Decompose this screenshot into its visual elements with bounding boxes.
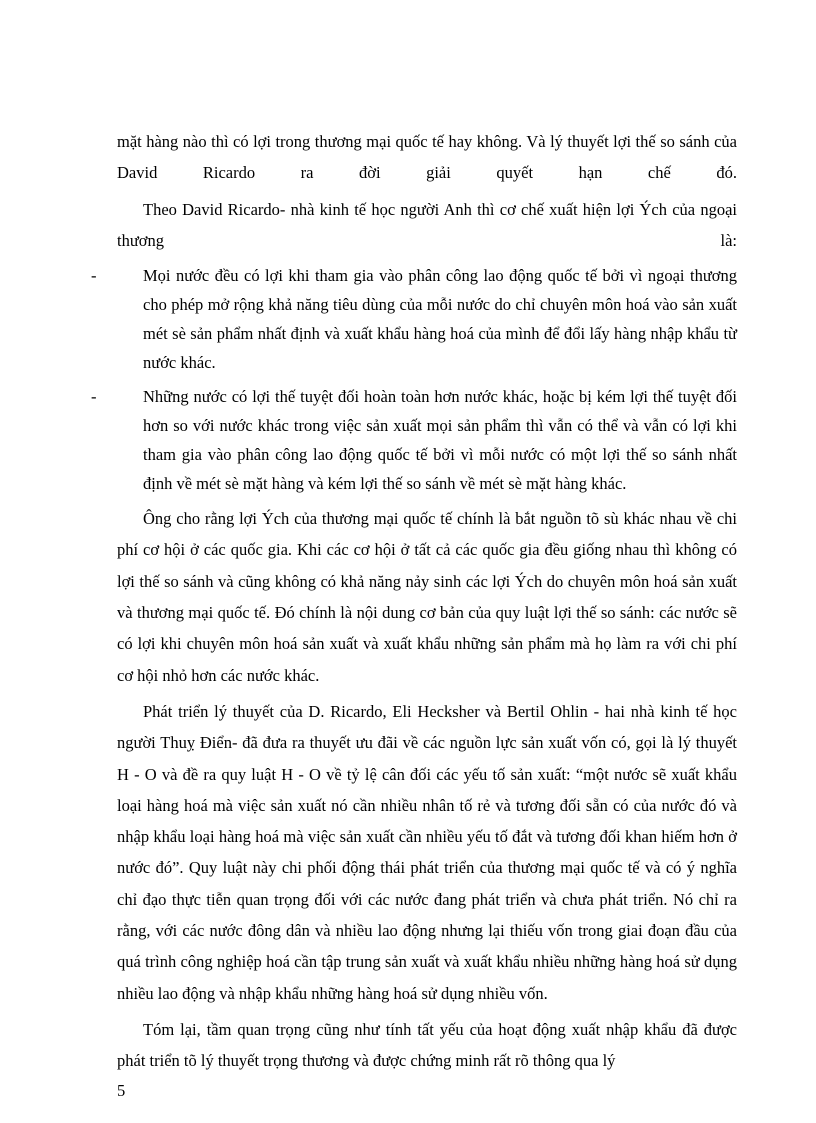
paragraph-summary: Tóm lại, tầm quan trọng cũng như tính tất yếu của hoạt động xuất nhập khẩu đã được phát triển tõ lý thuyết trọng thương và được chứng minh rất rõ thông qua lý <box>117 1019 737 1071</box>
paragraph-ricardo-intro: Theo David Ricardo- nhà kinh tế học người Anh thì cơ chế xuất hiện lợi Ých của ngoại thương là: <box>117 199 737 250</box>
bullet-list <box>91 261 737 498</box>
document-page <box>91 126 737 1082</box>
page-number: 5 <box>117 1081 126 1100</box>
bullet-dash: - <box>91 387 97 407</box>
paragraph-heckscher-ohlin: Phát triển lý thuyết của D. Ricardo, Eli Hecksher và Bertil Ohlin - hai nhà kinh tế học người Thuỵ Điển- đã đưa ra thuyết ưu đãi về các nguồn lực sản xuất vốn có, gọi là lý thuyết H - O và đề ra quy luật H - O về tỷ lệ cân đối các yếu tố sản xuất: “một nước sẽ xuất khẩu loại hàng hoá mà việc sản xuất nó cần nhiều nhân tố rẻ và tương đối sẵn có của nước đó và nhập khẩu loại hàng hoá mà việc sản xuất cần nhiều yếu tố đắt và tương đối khan hiếm hơn ở nước đó”. Quy luật này chi phối động thái phát triển của thương mại quốc tế và có ý nghĩa chỉ đạo thực tiễn quan trọng đối với các nước đang phát triển và chưa phát triển. Nó chỉ ra rằng, với các nước đông dân và nhiều lao động nhưng lại thiếu vốn trong giai đoạn đầu của quá trình công nghiệp hoá cần tập trung sản xuất và xuất khẩu nhiều những hàng hoá sử dụng nhiều lao động và nhập khẩu những hàng hoá sử dụng nhiều vốn. <box>117 701 737 1003</box>
bullet-dash: - <box>91 266 97 286</box>
bullet-item <box>91 382 737 498</box>
paragraph-continuation: mặt hàng nào thì có lợi trong thương mại quốc tế hay không. Và lý thuyết lợi thế so sánh của David Ricardo ra đời giải quyết hạn chế đó. <box>117 132 737 183</box>
paragraph-comparative-advantage: Ông cho rằng lợi Ých của thương mại quốc tế chính là bắt nguồn tõ sù khác nhau về chi phí cơ hội ở các quốc gia. Khi các cơ hội ở tất cả các quốc gia đều giống nhau thì không có lợi thế so sánh và cũng không có khả năng nảy sinh các lợi Ých do chuyên môn hoá sản xuất và thương mại quốc tế. Đó chính là nội dung cơ bản của quy luật lợi thế so sánh: các nước sẽ có lợi khi chuyên môn hoá sản xuất và xuất khẩu những sản phẩm mà họ làm ra với chi phí cơ hội nhỏ hơn các nước khác. <box>117 509 737 685</box>
bullet-text: Những nước có lợi thế tuyệt đối hoàn toàn hơn nước khác, hoặc bị kém lợi thế tuyệt đối hơn so với nước khác trong việc sản xuất mọi sản phẩm thì vẫn có thể và vẫn có lợi khi tham gia vào phân công lao động quốc tế bởi vì mỗi nước có một lợi thế so sánh nhất định về mét sè mặt hàng và kém lợi thế so sánh về mét sè mặt hàng khác. <box>143 387 737 494</box>
bullet-text: Mọi nước đều có lợi khi tham gia vào phân công lao động quốc tế bởi vì ngoại thương cho phép mở rộng khả năng tiêu dùng của mỗi nước do chỉ chuyên môn hoá vào sản xuất mét sè sản phẩm nhất định và xuất khẩu hàng hoá của mình để đổi lấy hàng nhập khẩu từ nước khác. <box>143 266 737 373</box>
bullet-item <box>91 261 737 377</box>
